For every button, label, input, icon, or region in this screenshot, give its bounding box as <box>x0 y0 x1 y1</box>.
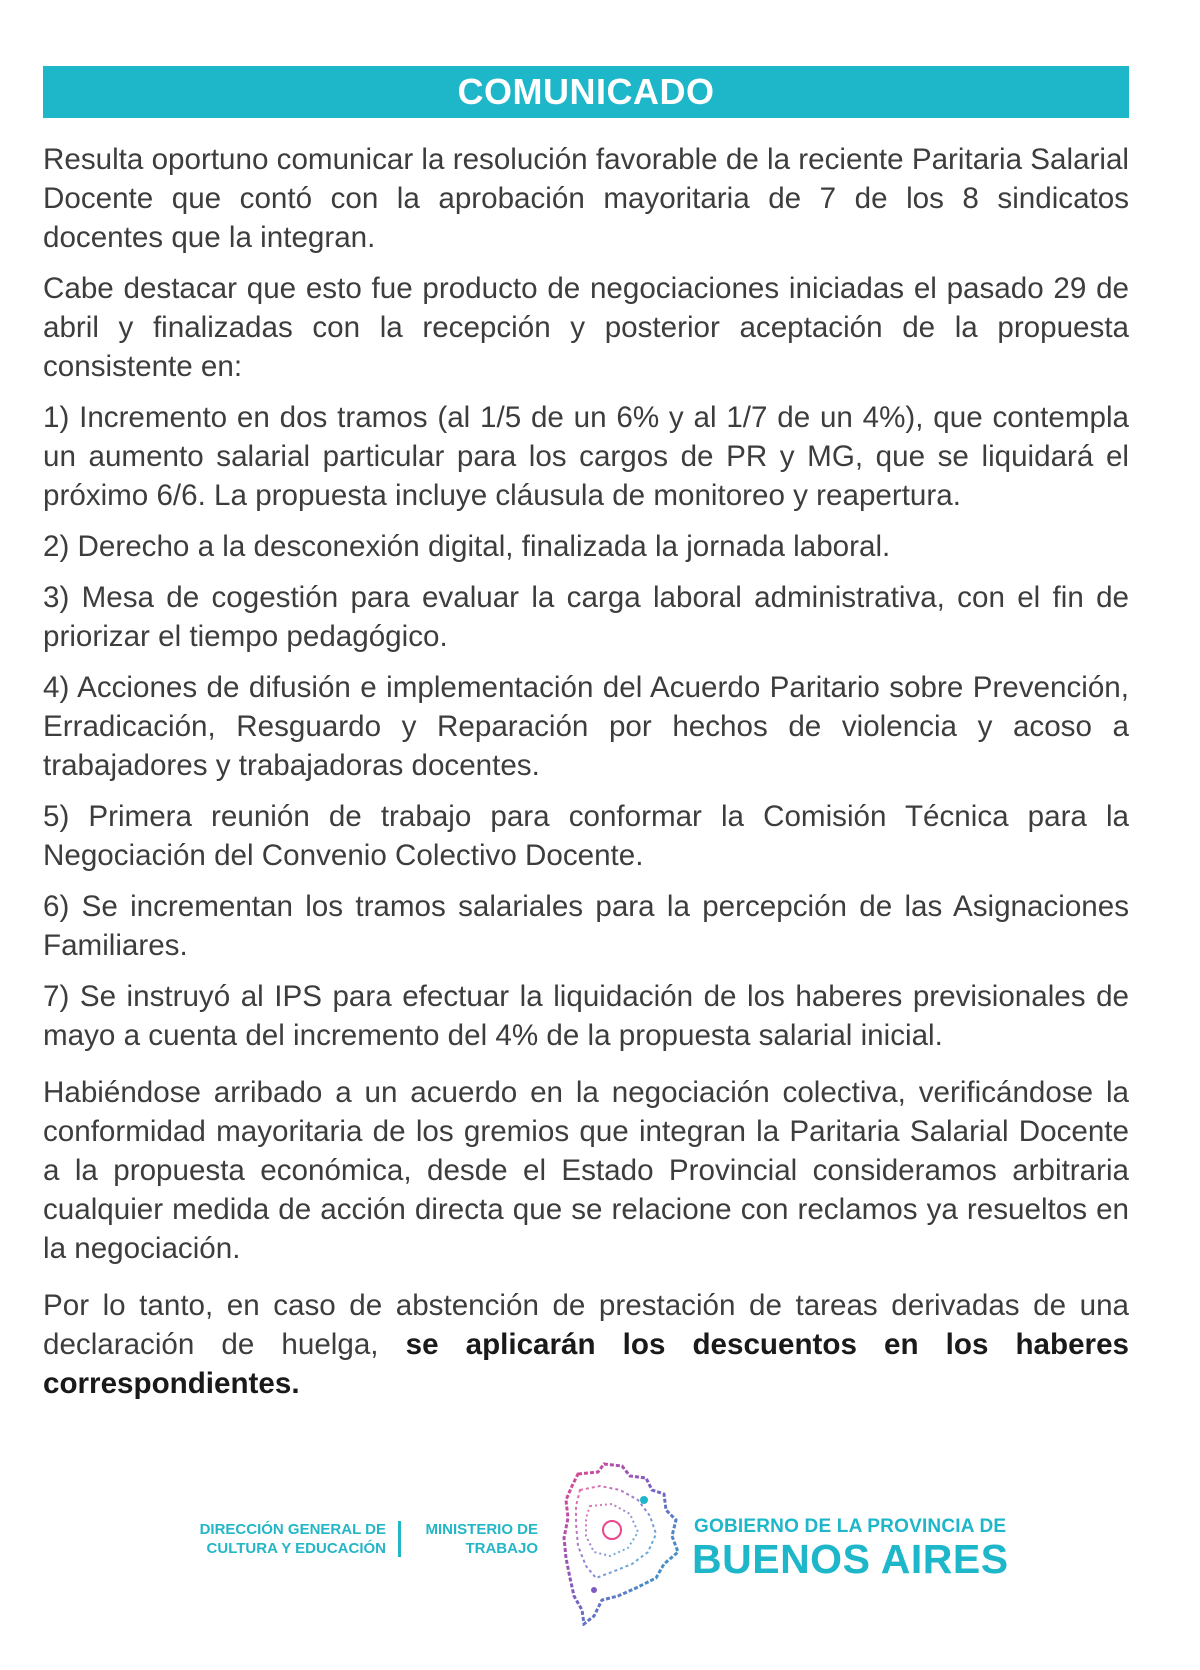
list-item: 4) Acciones de difusión e implementación del Acuerdo Paritario sobre Prevención, Erradicación, Resguardo y Reparación por hechos de violencia y acoso a trabajadores y trabajadoras docentes. <box>43 671 1129 782</box>
intro-paragraph: Resulta oportuno comunicar la resolución favorable de la reciente Paritaria Salarial Docente que contó con la aprobación mayoritaria de 7 de los 8 sindicatos docentes que la integran. <box>43 143 1129 254</box>
ministerio-logo-text <box>410 1520 538 1558</box>
list-item: 5) Primera reunión de trabajo para conformar la Comisión Técnica para la Negociación del Convenio Colectivo Docente. <box>43 800 1129 872</box>
dgce-logo-text <box>176 1520 386 1558</box>
communique-page <box>43 66 1129 1415</box>
ministerio-line-2: TRABAJO <box>465 1540 538 1557</box>
agreement-paragraph: Habiéndose arribado a un acuerdo en la negociación colectiva, verificándose la conformidad mayoritaria de los gremios que integran la Paritaria Salarial Docente a la propuesta económica, desde el Estado Provincial consideramos arbitraria cualquier medida de acción directa que se relacione con reclamos ya resueltos en la negociación. <box>43 1076 1129 1265</box>
closing-text: Por lo tanto, en caso de abstención de prestación de tareas derivadas de una declaración de huelga, <box>43 1289 1129 1361</box>
gobierno-label: GOBIERNO DE LA PROVINCIA DE <box>694 1516 1007 1537</box>
closing-paragraph <box>43 1286 1129 1403</box>
dgce-line-1: DIRECCIÓN GENERAL DE <box>199 1521 386 1538</box>
buenos-aires-province-map-icon <box>560 1460 682 1626</box>
list-item: 2) Derecho a la desconexión digital, finalizada la jornada laboral. <box>43 530 891 563</box>
page-title: COMUNICADO <box>457 71 715 112</box>
buenos-aires-wordmark: BUENOS AIRES <box>692 1536 1009 1582</box>
dgce-line-2: CULTURA Y EDUCACIÓN <box>206 1540 386 1557</box>
closing-emphasis: se aplicarán los descuentos en los haberes correspondientes. <box>43 1328 1129 1400</box>
list-item: 6) Se incrementan los tramos salariales para la percepción de las Asignaciones Familiares. <box>43 890 1129 962</box>
list-item: 7) Se instruyó al IPS para efectuar la liquidación de los haberes previsionales de mayo a cuenta del incremento del 4% de la propuesta salarial inicial. <box>43 980 1129 1052</box>
communique-body <box>43 140 1129 1403</box>
logo-divider <box>398 1521 401 1557</box>
list-item: 3) Mesa de cogestión para evaluar la carga laboral administrativa, con el fin de priorizar el tiempo pedagógico. <box>43 581 1129 653</box>
context-paragraph: Cabe destacar que esto fue producto de negociaciones iniciadas el pasado 29 de abril y finalizadas con la recepción y posterior aceptación de la propuesta consistente en: <box>43 272 1129 383</box>
list-item: 1) Incremento en dos tramos (al 1/5 de un 6% y al 1/7 de un 4%), que contempla un aumento salarial particular para los cargos de PR y MG, que se liquidará el próximo 6/6. La propuesta incluye cláusula de monitoreo y reapertura. <box>43 401 1129 512</box>
ministerio-line-1: MINISTERIO DE <box>425 1521 538 1538</box>
footer-logos <box>0 1460 1200 1630</box>
title-banner <box>43 66 1129 118</box>
